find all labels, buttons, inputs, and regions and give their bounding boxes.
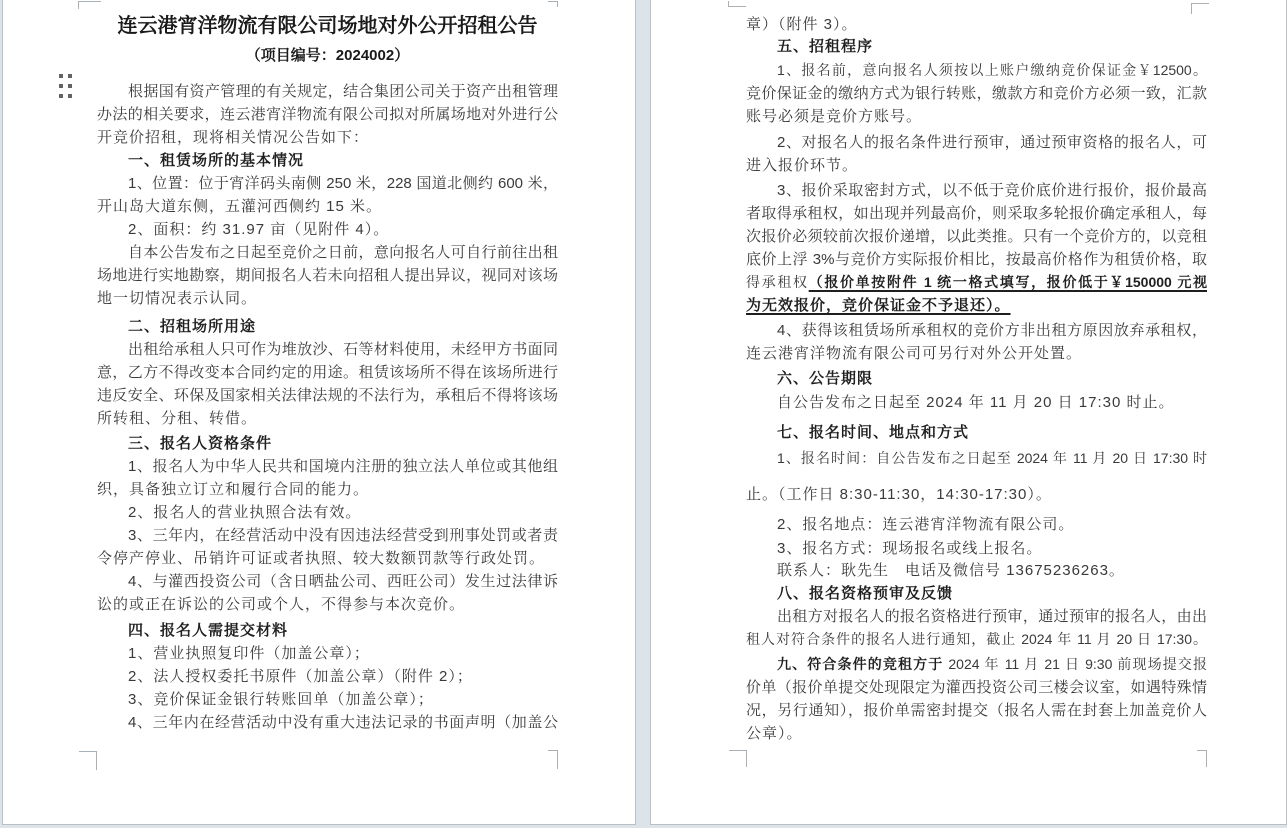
doc-line[interactable]: 根据国有资产管理的有关规定，结合集团公司关于资产出租管理 bbox=[128, 83, 558, 100]
doc-line[interactable]: 令停产停业、吊销许可证或者执照、较大数额罚款等行政处罚。 bbox=[97, 550, 546, 567]
doc-line[interactable]: 3、报价采取密封方式，以不低于竞价底价进行报价，报价最高 bbox=[777, 182, 1207, 199]
doc-line[interactable]: 止。（工作日 8:30-11:30，14:30-17:30）。 bbox=[746, 486, 1052, 503]
doc-line[interactable]: 4、三年内在经营活动中没有重大违法记录的书面声明（加盖公 bbox=[128, 714, 558, 731]
doc-line-normal-part: 得承租权 bbox=[746, 274, 809, 290]
doc-line[interactable]: 4、获得该租赁场所承租权的竞价方非出租方原因放弃承租权， bbox=[777, 322, 1207, 339]
section-heading-3[interactable]: 三、报名人资格条件 bbox=[128, 435, 273, 452]
doc-line[interactable]: 章）（附件 3）。 bbox=[746, 16, 858, 33]
doc-line[interactable]: 自本公告发布之日起至竞价之日前，意向报名人可自行前往出租 bbox=[128, 244, 558, 261]
section-heading-2[interactable]: 二、招租场所用途 bbox=[128, 318, 257, 335]
doc-line[interactable]: 出租给承租人只可作为堆放沙、石等材料使用，未经甲方书面同 bbox=[128, 341, 558, 358]
doc-title[interactable]: 连云港宵洋物流有限公司场地对外公开招租公告 bbox=[117, 15, 538, 37]
doc-line[interactable]: 连云港宵洋物流有限公司可另行对外公开处置。 bbox=[746, 345, 1083, 362]
doc-line[interactable]: 次报价必须较前次报价递增，以此类推。只有一个竞价方的，以竞租 bbox=[746, 228, 1207, 245]
doc-line[interactable]: 2、法人授权委托书原件（加盖公章）（附件 2）； bbox=[128, 668, 473, 685]
doc-line[interactable]: 3、三年内，在经营活动中没有因违法经营受到刑事处罚或者责 bbox=[128, 527, 558, 544]
page-2-text bbox=[746, 1, 1207, 761]
doc-line[interactable]: 织，具备独立订立和履行合同的能力。 bbox=[97, 481, 370, 498]
doc-project-number[interactable]: （项目编号：2024002） bbox=[245, 47, 410, 64]
section-heading-5[interactable]: 五、招租程序 bbox=[777, 38, 874, 55]
doc-line[interactable]: 者取得承租权，如出现并列最高价，则采取多轮报价确定承租人，每 bbox=[746, 205, 1207, 222]
doc-line[interactable]: 3、竞价保证金银行转账回单（加盖公章）； bbox=[128, 691, 434, 708]
doc-line[interactable]: 进入报价环节。 bbox=[746, 157, 859, 174]
doc-line[interactable]: 联系人：耿先生 电话及微信号 13675236263。 bbox=[777, 562, 1125, 579]
doc-line[interactable]: 况，另行通知），报价单需密封提交（报名人需在封套上加盖竞价人 bbox=[746, 702, 1207, 719]
doc-line[interactable]: 开竞价招租，现将相关情况公告如下： bbox=[97, 129, 370, 146]
paragraph-drag-handle[interactable] bbox=[59, 74, 73, 99]
doc-line[interactable]: 所转租、分租、转借。 bbox=[97, 410, 258, 427]
doc-line[interactable]: 为无效报价，竞价保证金不予退还）。 bbox=[746, 297, 1011, 314]
doc-line[interactable]: 竞价保证金的缴纳方式为银行转账，缴款方和竞价方必须一致，汇款 bbox=[746, 85, 1207, 102]
section-heading-8[interactable]: 八、报名资格预审及反馈 bbox=[777, 585, 954, 602]
doc-line[interactable] bbox=[746, 271, 1207, 294]
crop-mark-top-left bbox=[728, 1, 746, 7]
drag-handle-dots-icon bbox=[59, 74, 63, 78]
doc-line[interactable]: 1、营业执照复印件（加盖公章）； bbox=[128, 645, 370, 662]
page-2 bbox=[650, 0, 1287, 825]
doc-line[interactable]: 公章）。 bbox=[746, 725, 803, 742]
doc-line[interactable]: 场地进行实地勘察，期间报名人若未向招租人提出异议，视同对该场 bbox=[97, 267, 558, 284]
doc-line[interactable]: 价单（报价单提交处现限定为灌西投资公司三楼会议室，如遇特殊情 bbox=[746, 679, 1207, 696]
doc-line[interactable]: 地一切情况表示认同。 bbox=[97, 290, 258, 307]
doc-line[interactable]: 3、报名方式：现场报名或线上报名。 bbox=[777, 540, 1043, 557]
doc-line-bold-underline-part: （报价单按附件 1 统一格式填写，报价低于￥150000 元视 bbox=[808, 274, 1208, 290]
doc-line[interactable]: 办法的相关要求，连云港宵洋物流有限公司拟对所属场地对外进行公 bbox=[97, 106, 558, 123]
page-1-text bbox=[97, 1, 558, 761]
section-heading-7[interactable]: 七、报名时间、地点和方式 bbox=[777, 424, 970, 441]
doc-line[interactable]: 底价上浮 3%与竞价方实际报价相比，按最高价格作为租赁价格，取 bbox=[746, 251, 1207, 268]
section-heading-9-bold-part: 九、符合条件的竞租方于 bbox=[777, 656, 944, 672]
doc-line[interactable]: 2、报名地点：连云港宵洋物流有限公司。 bbox=[777, 516, 1075, 533]
doc-line[interactable]: 2、对报名人的报名条件进行预审，通过预审资格的报名人，可 bbox=[777, 134, 1207, 151]
page-1 bbox=[2, 0, 636, 825]
doc-line[interactable]: 1、报名前，意向报名人须按以上账户缴纳竞价保证金￥12500。 bbox=[777, 62, 1207, 78]
doc-line[interactable]: 自公告发布之日起至 2024 年 11 月 20 日 17:30 时止。 bbox=[777, 394, 1175, 411]
doc-line[interactable]: 2、面积：约 31.97 亩（见附件 4）。 bbox=[128, 221, 390, 238]
doc-line[interactable]: 讼的或正在诉讼的公司或个人，不得参与本次竞价。 bbox=[97, 596, 466, 613]
doc-line-normal-part: 2024 年 11 月 21 日 9:30 前现场提交报 bbox=[943, 656, 1207, 672]
doc-line[interactable]: 违反安全、环保及国家相关法律法规的不法行为，承租后不得将该场 bbox=[97, 387, 558, 404]
crop-mark-bottom-left bbox=[79, 751, 97, 770]
doc-line[interactable] bbox=[746, 653, 1207, 676]
doc-line[interactable]: 开山岛大道东侧，五灌河西侧约 15 米。 bbox=[97, 198, 383, 215]
section-heading-6[interactable]: 六、公告期限 bbox=[777, 370, 874, 387]
doc-line[interactable]: 1、报名时间：自公告发布之日起至 2024 年 11 月 20 日 17:30 时 bbox=[777, 450, 1207, 466]
doc-line[interactable]: 租人对符合条件的报名人进行通知，截止 2024 年 11 月 20 日 17:30。 bbox=[746, 631, 1207, 647]
doc-line[interactable]: 1、位置：位于宵洋码头南侧 250 米，228 国道北侧约 600 米， bbox=[128, 175, 558, 192]
section-heading-1[interactable]: 一、租赁场所的基本情况 bbox=[128, 152, 305, 169]
doc-line[interactable]: 意，乙方不得改变本合同约定的用途。租赁该场所不得在该场所进行 bbox=[97, 364, 558, 381]
section-heading-4[interactable]: 四、报名人需提交材料 bbox=[128, 622, 289, 639]
doc-line[interactable]: 账号必须是竞价方账号。 bbox=[746, 108, 923, 125]
crop-mark-bottom-left bbox=[729, 750, 747, 767]
doc-line[interactable]: 2、报名人的营业执照合法有效。 bbox=[128, 504, 362, 521]
doc-line[interactable]: 1、报名人为中华人民共和国境内注册的独立法人单位或其他组 bbox=[128, 458, 558, 475]
doc-line[interactable]: 出租方对报名人的报名资格进行预审，通过预审的报名人，由出 bbox=[777, 608, 1207, 625]
doc-line[interactable]: 4、与灌西投资公司（含日晒盐公司、西旺公司）发生过法律诉 bbox=[128, 573, 558, 590]
